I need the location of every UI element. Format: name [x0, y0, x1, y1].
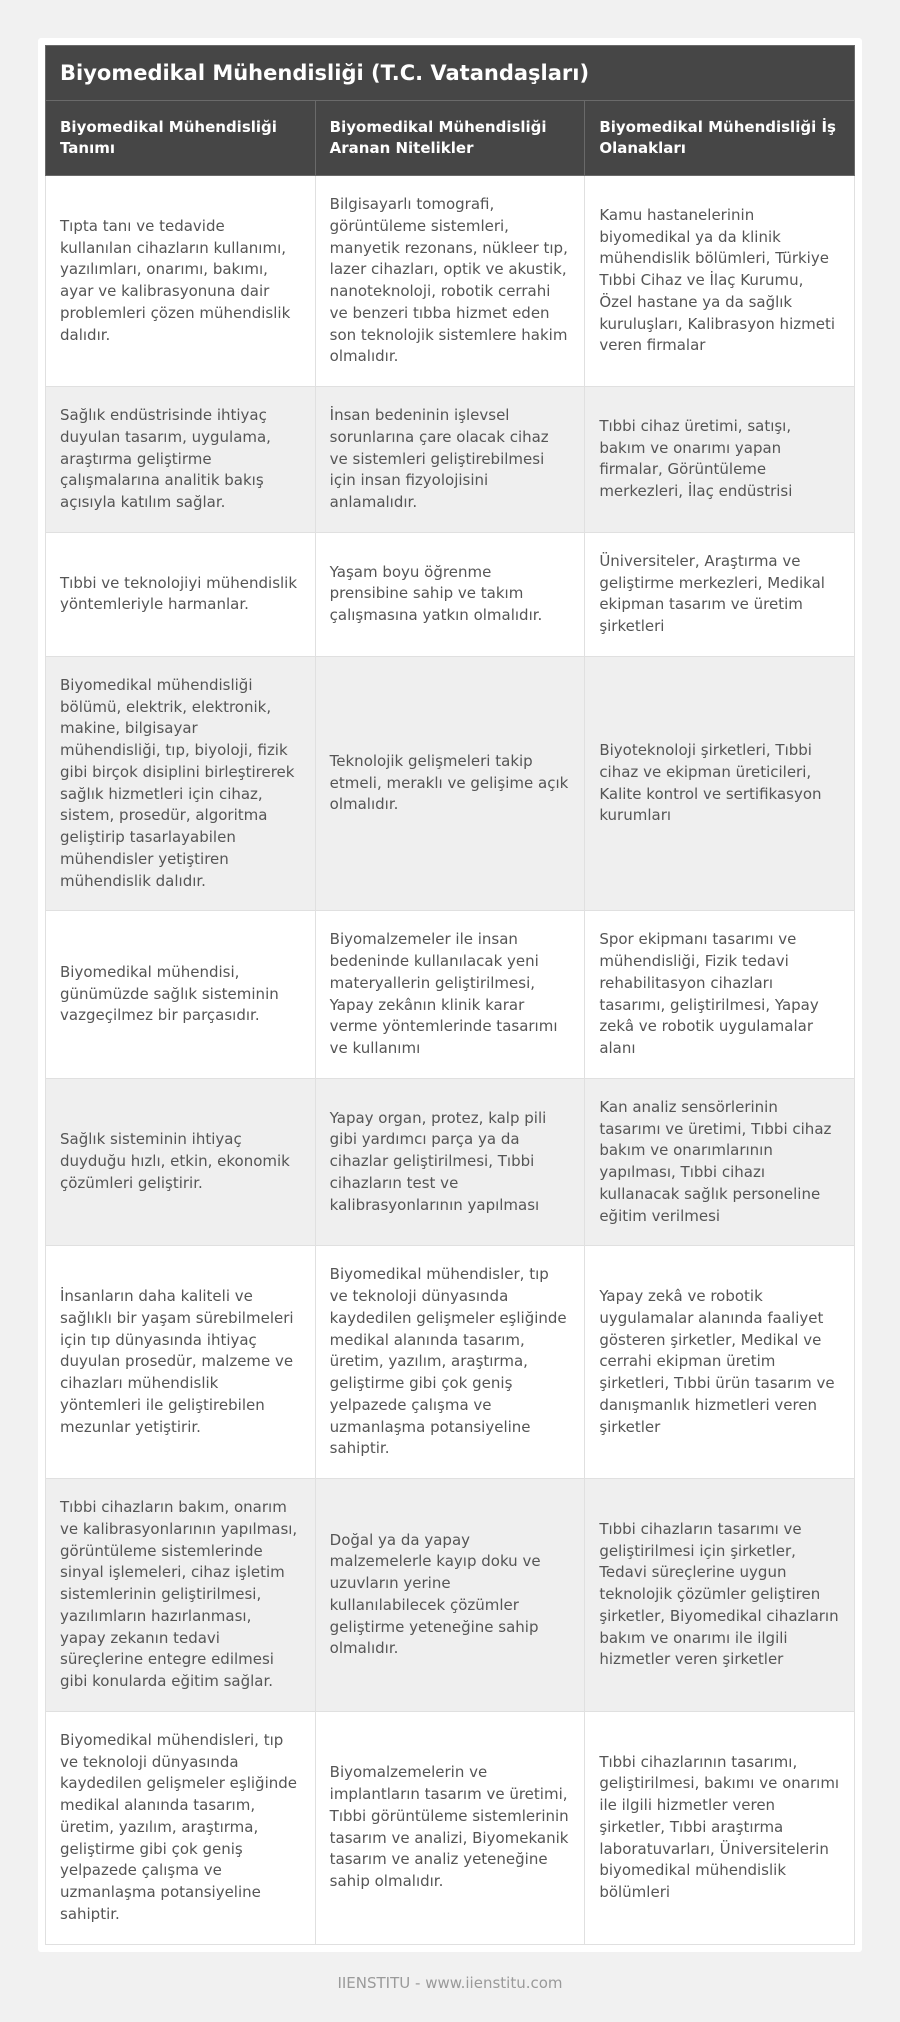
table-row — [46, 532, 855, 656]
qualifications-cell: Yaşam boyu öğrenme prensibine sahip ve takım çalışmasına yatkın olmalıdır. — [315, 532, 585, 656]
qualifications-cell: Biyomalzemelerin ve implantların tasarım ve üretimi, Tıbbi görüntüleme sistemlerinin tasarım ve analizi, Biyomekanik tasarım ve analiz yeteneğine sahip olmalıdır. — [315, 1711, 585, 1944]
job-opportunities-cell: Spor ekipmanı tasarımı ve mühendisliği, Fizik tedavi rehabilitasyon cihazları tasarımı, geliştirilmesi, Yapay zekâ ve robotik uygulamalar alanı — [585, 911, 855, 1079]
qualifications-cell: Biyomedikal mühendisler, tıp ve teknoloji dünyasında kaydedilen gelişmeler eşliğinde medikal alanında tasarım, üretim, yazılım, araştırma, geliştirme gibi çok geniş yelpazede çalışma ve uzmanlaşma potansiyeline sahiptir. — [315, 1246, 585, 1479]
table-row — [46, 1711, 855, 1944]
qualifications-cell: Biyomalzemeler ile insan bedeninde kullanılacak yeni materyallerin geliştirilmesi, Yapay zekânın klinik karar verme yöntemlerinde tasarımı ve kullanımı — [315, 911, 585, 1079]
biomedical-engineering-table — [45, 45, 855, 1945]
job-opportunities-cell: Kamu hastanelerinin biyomedikal ya da klinik mühendislik bölümleri, Türkiye Tıbbi Cihaz ve İlaç Kurumu, Özel hastane ya da sağlık kuruluşları, Kalibrasyon hizmeti veren firmalar — [585, 176, 855, 387]
qualifications-cell: İnsan bedeninin işlevsel sorunlarına çare olacak cihaz ve sistemleri geliştirebilmesi için insan fizyolojisini anlamalıdır. — [315, 387, 585, 533]
table-title-row — [46, 46, 855, 101]
table-row — [46, 176, 855, 387]
footer-branding: IIENSTITU - www.iienstitu.com — [337, 1973, 563, 1992]
page-title: Biyomedikal Mühendisliği (T.C. Vatandaşları) — [46, 46, 855, 101]
column-header-job-opportunities: Biyomedikal Mühendisliği İş Olanakları — [585, 101, 855, 176]
definition-cell: Sağlık sisteminin ihtiyaç duyduğu hızlı, etkin, ekonomik çözümleri geliştirir. — [46, 1078, 316, 1246]
table-row — [46, 1078, 855, 1246]
qualifications-cell: Doğal ya da yapay malzemelerle kayıp doku ve uzuvların yerine kullanılabilecek çözümler geliştirme yeteneğine sahip olmalıdır. — [315, 1479, 585, 1712]
table-row — [46, 1246, 855, 1479]
table-row — [46, 656, 855, 911]
job-opportunities-cell: Kan analiz sensörlerinin tasarımı ve üretimi, Tıbbi cihaz bakım ve onarımlarının yapılması, Tıbbi cihazı kullanacak sağlık personeline eğitim verilmesi — [585, 1078, 855, 1246]
qualifications-cell: Teknolojik gelişmeleri takip etmeli, meraklı ve gelişime açık olmalıdır. — [315, 656, 585, 911]
definition-cell: Biyomedikal mühendisi, günümüzde sağlık sisteminin vazgeçilmez bir parçasıdır. — [46, 911, 316, 1079]
definition-cell: Biyomedikal mühendisliği bölümü, elektrik, elektronik, makine, bilgisayar mühendisliği, tıp, biyoloji, fizik gibi birçok disiplini birleştirerek sağlık hizmetleri için cihaz, sistem, prosedür, algoritma geliştirip tasarlayabilen mühendisler yetiştiren mühendislik dalıdır. — [46, 656, 316, 911]
column-header-qualifications: Biyomedikal Mühendisliği Aranan Nitelikler — [315, 101, 585, 176]
qualifications-cell: Bilgisayarlı tomografi, görüntüleme sistemleri, manyetik rezonans, nükleer tıp, lazer cihazları, optik ve akustik, nanoteknoloji, robotik cerrahi ve benzeri tıbba hizmet eden son teknolojik sistemlere hakim olmalıdır. — [315, 176, 585, 387]
table-row — [46, 911, 855, 1079]
job-opportunities-cell: Biyoteknoloji şirketleri, Tıbbi cihaz ve ekipman üreticileri, Kalite kontrol ve sertifikasyon kurumları — [585, 656, 855, 911]
definition-cell: Tıpta tanı ve tedavide kullanılan cihazların kullanımı, yazılımları, onarımı, bakımı, ayar ve kalibrasyonuna dair problemleri çözen mühendislik dalıdır. — [46, 176, 316, 387]
column-header-definition: Biyomedikal Mühendisliği Tanımı — [46, 101, 316, 176]
job-opportunities-cell: Üniversiteler, Araştırma ve geliştirme merkezleri, Medikal ekipman tasarım ve üretim şirketleri — [585, 532, 855, 656]
definition-cell: Sağlık endüstrisinde ihtiyaç duyulan tasarım, uygulama, araştırma geliştirme çalışmalarına analitik bakış açısıyla katılım sağlar. — [46, 387, 316, 533]
definition-cell: İnsanların daha kaliteli ve sağlıklı bir yaşam sürebilmeleri için tıp dünyasında ihtiyaç duyulan prosedür, malzeme ve cihazları mühendislik yöntemleri ile geliştirebilen mezunlar yetiştirir. — [46, 1246, 316, 1479]
definition-cell: Tıbbi ve teknolojiyi mühendislik yöntemleriyle harmanlar. — [46, 532, 316, 656]
job-opportunities-cell: Tıbbi cihazların tasarımı ve geliştirilmesi için şirketler, Tedavi süreçlerine uygun teknolojik çözümler geliştiren şirketler, Biyomedikal cihazların bakım ve onarımı ile ilgili hizmetler veren şirketler — [585, 1479, 855, 1712]
definition-cell: Biyomedikal mühendisleri, tıp ve teknoloji dünyasında kaydedilen gelişmeler eşliğinde medikal alanında tasarım, üretim, yazılım, araştırma, geliştirme gibi çok geniş yelpazede çalışma ve uzmanlaşma potansiyeline sahiptir. — [46, 1711, 316, 1944]
definition-cell: Tıbbi cihazların bakım, onarım ve kalibrasyonlarının yapılması, görüntüleme sistemlerinde sinyal işlemeleri, cihaz işletim sistemlerinin geliştirilmesi, yazılımların hazırlanması, yapay zekanın tedavi süreçlerine entegre edilmesi gibi konularda eğitim sağlar. — [46, 1479, 316, 1712]
table-header-row — [46, 101, 855, 176]
job-opportunities-cell: Tıbbi cihaz üretimi, satışı, bakım ve onarımı yapan firmalar, Görüntüleme merkezleri, İlaç endüstrisi — [585, 387, 855, 533]
table-row — [46, 387, 855, 533]
table-card — [38, 38, 862, 1952]
job-opportunities-cell: Yapay zekâ ve robotik uygulamalar alanında faaliyet gösteren şirketler, Medikal ve cerrahi ekipman üretim şirketleri, Tıbbi ürün tasarım ve danışmanlık hizmetleri veren şirketler — [585, 1246, 855, 1479]
qualifications-cell: Yapay organ, protez, kalp pili gibi yardımcı parça ya da cihazlar geliştirilmesi, Tıbbi cihazların test ve kalibrasyonlarının yapılması — [315, 1078, 585, 1246]
job-opportunities-cell: Tıbbi cihazlarının tasarımı, geliştirilmesi, bakımı ve onarımı ile ilgili hizmetler veren şirketler, Tıbbi araştırma laboratuvarları, Üniversitelerin biyomedikal mühendislik bölümleri — [585, 1711, 855, 1944]
table-row — [46, 1479, 855, 1712]
